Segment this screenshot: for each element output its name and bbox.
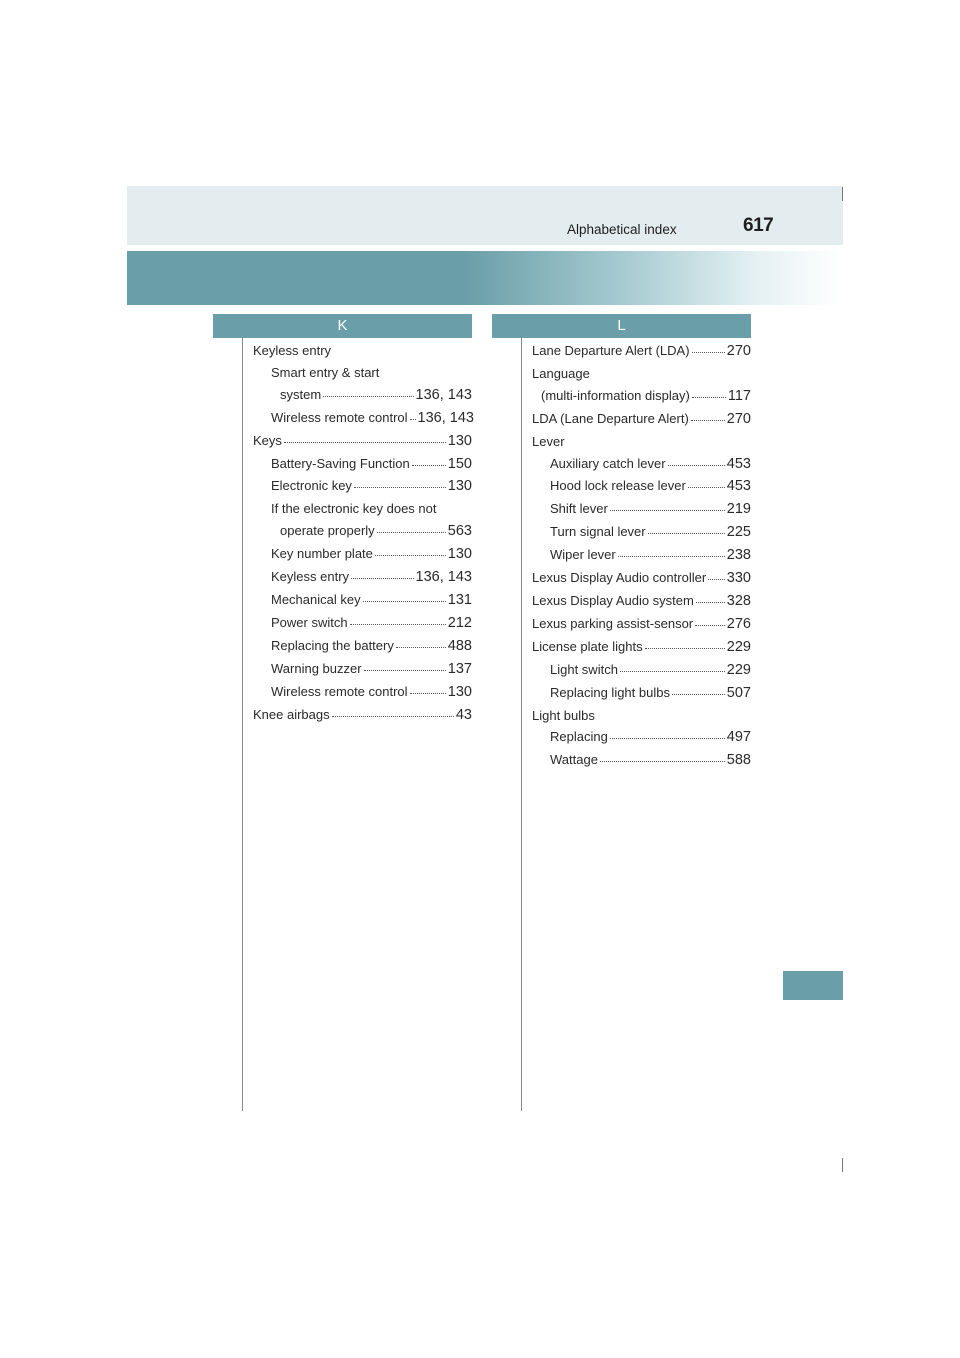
- index-entry: Knee airbags 43: [253, 706, 472, 723]
- index-column-k: [253, 340, 472, 726]
- index-entry: Lever: [532, 433, 565, 449]
- column-rule-right: [521, 338, 522, 1111]
- index-entry: Lexus parking assist-sensor 276: [532, 615, 751, 632]
- index-subentry: Hood lock release lever 453: [550, 478, 751, 495]
- index-subentry: Light switch 229: [550, 661, 751, 678]
- decorative-band: [127, 251, 843, 305]
- section-title: Alphabetical index: [567, 222, 677, 237]
- index-subentry: Smart entry & start: [271, 364, 380, 380]
- index-subentry: Power switch 212: [271, 614, 472, 631]
- index-entry: Lexus Display Audio system 328: [532, 592, 751, 609]
- index-subentry: system 136, 143: [280, 386, 472, 403]
- index-entry-continued: (multi-information display) 117: [541, 387, 751, 404]
- index-entry: LDA (Lane Departure Alert) 270: [532, 410, 751, 427]
- index-subentry: Battery-Saving Function 150: [271, 455, 472, 472]
- index-subentry: Turn signal lever 225: [550, 524, 751, 541]
- column-header-l: L: [492, 314, 751, 338]
- crop-mark-top: [842, 187, 843, 201]
- index-subentry: Warning buzzer 137: [271, 660, 472, 677]
- index-column-l: [532, 340, 751, 772]
- index-subentry: Key number plate 130: [271, 546, 472, 563]
- chapter-tab: [783, 971, 843, 1000]
- index-subentry: Electronic key 130: [271, 478, 472, 495]
- column-rule-left: [242, 338, 243, 1111]
- index-subentry: Replacing the battery 488: [271, 637, 472, 654]
- index-entry: License plate lights 229: [532, 638, 751, 655]
- page-number: 617: [743, 215, 774, 236]
- crop-mark-bottom: [842, 1158, 843, 1172]
- index-subentry: operate properly 563: [280, 523, 472, 540]
- index-entry: Light bulbs: [532, 707, 595, 723]
- index-subentry: If the electronic key does not: [271, 501, 437, 517]
- index-subentry: Shift lever 219: [550, 501, 751, 518]
- index-subentry: Wattage 588: [550, 752, 751, 769]
- index-subentry: Wireless remote control 136, 143: [271, 409, 474, 426]
- page-header: [127, 186, 843, 245]
- index-subentry: Auxiliary catch lever 453: [550, 455, 751, 472]
- index-subentry: Keyless entry 136, 143: [271, 569, 472, 586]
- index-entry: Language: [532, 365, 590, 381]
- column-header-k: K: [213, 314, 472, 338]
- index-subentry: Wireless remote control 130: [271, 683, 472, 700]
- index-entry: Keyless entry: [253, 343, 332, 358]
- index-entry: Keys 130: [253, 432, 472, 449]
- index-entry: Lane Departure Alert (LDA) 270: [532, 343, 751, 359]
- index-entry: Lexus Display Audio controller 330: [532, 570, 751, 587]
- index-subentry: Mechanical key 131: [271, 591, 472, 608]
- index-subentry: Replacing 497: [550, 729, 751, 746]
- index-subentry: Wiper lever 238: [550, 547, 751, 564]
- index-subentry: Replacing light bulbs 507: [550, 684, 751, 701]
